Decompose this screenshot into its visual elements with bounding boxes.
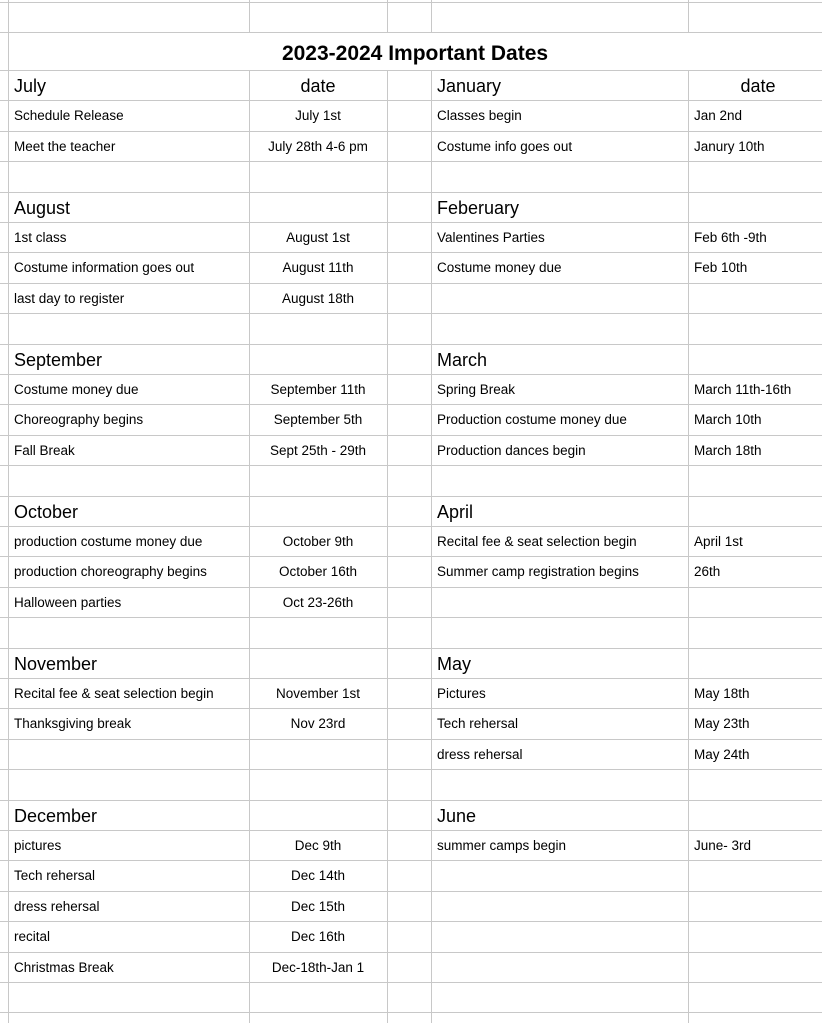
event-cell-left[interactable]: 1st class xyxy=(14,230,67,245)
event-cell-left[interactable]: Costume information goes out xyxy=(14,260,195,276)
date-cell-left[interactable]: October 9th xyxy=(282,534,354,549)
date-cell-left[interactable]: August 1st xyxy=(286,230,350,245)
event-cell-left[interactable]: production choreography begins xyxy=(14,564,207,580)
date-cell-left[interactable]: November 1st xyxy=(275,686,361,701)
date-cell-left[interactable]: October 16th xyxy=(278,564,358,580)
date-cell-right[interactable]: April 1st xyxy=(694,534,743,549)
date-cell-left[interactable]: Oct 23-26th xyxy=(282,594,354,610)
event-cell-left[interactable]: Costume money due xyxy=(14,382,139,397)
event-cell-right[interactable]: Recital fee & seat selection begin xyxy=(437,534,637,549)
grid-line xyxy=(8,0,9,1023)
grid-line xyxy=(387,0,388,1023)
date-cell-right[interactable]: March 18th xyxy=(694,442,762,458)
event-cell-right[interactable]: Production costume money due xyxy=(437,412,627,428)
event-cell-left[interactable]: last day to register xyxy=(14,290,125,306)
grid-line xyxy=(0,1012,822,1013)
grid-line xyxy=(431,0,432,1023)
date-cell-left[interactable]: July 28th 4-6 pm xyxy=(268,138,368,154)
month-header[interactable]: Feberuary xyxy=(437,197,520,218)
date-column-header[interactable]: date xyxy=(740,76,776,96)
date-cell-left[interactable]: September 5th xyxy=(273,412,363,428)
date-cell-left[interactable]: August 11th xyxy=(282,260,354,276)
event-cell-right[interactable]: Spring Break xyxy=(437,382,516,397)
date-cell-left[interactable]: Dec 14th xyxy=(290,868,346,884)
date-cell-right[interactable]: 26th xyxy=(694,564,721,580)
event-cell-right[interactable]: Production dances begin xyxy=(437,442,586,458)
date-cell-left[interactable]: July 1st xyxy=(295,108,341,124)
event-cell-right[interactable]: Costume money due xyxy=(437,260,562,276)
date-cell-left[interactable]: Dec 16th xyxy=(290,929,346,945)
date-cell-left[interactable]: August 18th xyxy=(281,290,355,306)
event-cell-left[interactable]: Christmas Break xyxy=(14,959,114,975)
event-cell-left[interactable]: Choreography begins xyxy=(14,412,144,428)
month-header[interactable]: September xyxy=(14,349,103,370)
date-cell-right[interactable]: May 18th xyxy=(694,686,750,701)
date-cell-right[interactable]: Feb 10th xyxy=(694,260,748,276)
month-header[interactable]: November xyxy=(14,653,98,674)
month-header[interactable]: July xyxy=(14,76,47,96)
event-cell-right[interactable]: Summer camp registration begins xyxy=(437,564,639,580)
event-cell-left[interactable]: production costume money due xyxy=(14,534,203,549)
month-header[interactable]: August xyxy=(14,197,71,218)
date-cell-right[interactable]: May 23th xyxy=(694,716,750,732)
event-cell-right[interactable]: Valentines Parties xyxy=(437,230,545,245)
event-cell-left[interactable]: recital xyxy=(14,929,51,945)
date-cell-left[interactable]: Nov 23rd xyxy=(290,716,346,732)
month-header[interactable]: December xyxy=(14,805,98,826)
date-cell-left[interactable]: September 11th xyxy=(270,382,366,397)
date-cell-right[interactable]: May 24th xyxy=(694,746,750,762)
event-cell-left[interactable]: Thanksgiving break xyxy=(14,716,132,732)
event-cell-right[interactable]: dress rehersal xyxy=(437,746,523,762)
date-cell-right[interactable]: Feb 6th -9th xyxy=(694,230,767,245)
date-cell-right[interactable]: June- 3rd xyxy=(694,838,752,853)
event-cell-left[interactable]: Recital fee & seat selection begin xyxy=(14,686,214,701)
event-cell-left[interactable]: Fall Break xyxy=(14,442,75,458)
event-cell-left[interactable]: Meet the teacher xyxy=(14,138,116,154)
date-cell-left[interactable]: Dec-18th-Jan 1 xyxy=(271,959,365,975)
date-cell-left[interactable]: Sept 25th - 29th xyxy=(269,442,367,458)
event-cell-left[interactable]: pictures xyxy=(14,838,62,853)
month-header[interactable]: April xyxy=(437,501,474,522)
event-cell-right[interactable]: Pictures xyxy=(437,686,486,701)
event-cell-left[interactable]: Tech rehersal xyxy=(14,868,96,884)
event-cell-left[interactable]: Schedule Release xyxy=(14,108,124,124)
event-cell-left[interactable]: dress rehersal xyxy=(14,898,100,914)
date-cell-left[interactable]: Dec 15th xyxy=(290,898,346,914)
date-cell-right[interactable]: March 11th-16th xyxy=(694,382,792,397)
month-header[interactable]: May xyxy=(437,653,472,674)
event-cell-right[interactable]: Tech rehersal xyxy=(437,716,519,732)
date-cell-right[interactable]: Jan 2nd xyxy=(694,108,743,124)
grid-line xyxy=(0,2,822,3)
event-cell-right[interactable]: Classes begin xyxy=(437,108,522,124)
month-header[interactable]: March xyxy=(437,349,488,370)
date-column-header[interactable]: date xyxy=(300,76,336,96)
month-header[interactable]: June xyxy=(437,805,477,826)
event-cell-right[interactable]: summer camps begin xyxy=(437,838,567,853)
event-cell-left[interactable]: Halloween parties xyxy=(14,594,122,610)
date-cell-right[interactable]: Janury 10th xyxy=(694,138,765,154)
date-cell-right[interactable]: March 10th xyxy=(694,412,762,428)
month-header[interactable]: January xyxy=(437,76,502,96)
sheet-title: 2023-2024 Important Dates xyxy=(281,42,549,65)
event-cell-right[interactable]: Costume info goes out xyxy=(437,138,573,154)
date-cell-left[interactable]: Dec 9th xyxy=(294,838,342,853)
month-header[interactable]: October xyxy=(14,501,79,522)
grid-line xyxy=(688,0,689,1023)
